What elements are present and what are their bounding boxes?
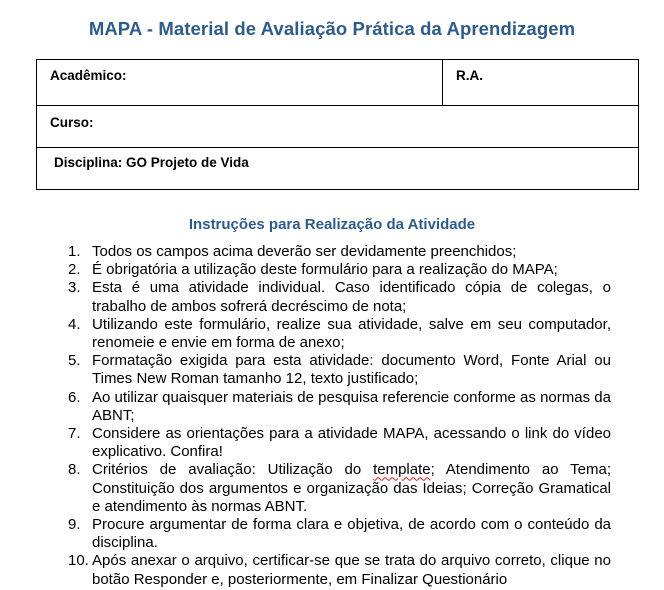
item-number: 10. — [68, 552, 89, 570]
item-text: Após anexar o arquivo, certificar-se que se trata do arquivo correto, clique no botão Responder e, posteriormente, em Finalizar Questionário — [92, 552, 611, 588]
item-text: Utilizando este formulário, realize sua atividade, salve em seu computador, renomeie e envie em forma de anexo; — [92, 315, 611, 352]
item-text-after: ; Atendimento ao Tema; Constituição dos argumentos e organização das Ideias; Correção Gramatical e atendimento às normas ABNT. — [92, 461, 611, 515]
list-item — [60, 261, 611, 279]
disciplina-label: Disciplina: GO Projeto de Vida — [54, 155, 249, 170]
list-item — [60, 389, 611, 425]
instructions-list — [60, 243, 611, 589]
item-text-before: Critérios de avaliação: Utilização do — [92, 461, 374, 479]
student-info-table — [36, 59, 639, 190]
ra-label: R.A. — [456, 68, 483, 83]
list-item — [60, 279, 611, 315]
academico-label: Acadêmico: — [50, 68, 127, 83]
list-item — [60, 552, 611, 588]
item-number: 9. — [68, 516, 81, 534]
item-text: Formatação exigida para esta atividade: documento Word, Fonte Arial ou Times New Roman tamanho 12, texto justificado; — [92, 352, 611, 388]
list-item — [60, 461, 611, 516]
disciplina-field[interactable] — [37, 148, 639, 190]
curso-label: Curso: — [50, 115, 94, 130]
item-text: Procure argumentar de forma clara e objetiva, de acordo com o conteúdo da disciplina. — [92, 516, 611, 552]
item-number: 5. — [68, 352, 81, 370]
item-text: Esta é uma atividade individual. Caso identificado cópia de colegas, o trabalho de ambos sofrerá decréscimo de nota; — [92, 279, 611, 315]
item-number: 2. — [68, 261, 81, 279]
page-title: MAPA - Material de Avaliação Prática da Aprendizagem — [88, 18, 576, 39]
item-number: 8. — [68, 461, 81, 479]
item-number: 4. — [68, 315, 81, 333]
item-text: Considere as orientações para a atividade MAPA, acessando o link do vídeo explicativo. Confira! — [92, 425, 611, 461]
item-number: 1. — [68, 243, 81, 260]
instructions-heading: Instruções para Realização da Atividade — [188, 216, 476, 233]
item-text: É obrigatória a utilização deste formulário para a realização do MAPA; — [92, 261, 558, 279]
curso-field[interactable] — [37, 106, 639, 148]
item-text: Ao utilizar quaisquer materiais de pesquisa referencie conforme as normas da ABNT; — [92, 388, 611, 424]
list-item — [60, 243, 611, 261]
academico-field[interactable] — [37, 60, 443, 106]
item-number: 3. — [68, 279, 81, 297]
list-item — [60, 425, 611, 461]
list-item — [60, 352, 611, 388]
item-text: Todos os campos acima deverão ser devidamente preenchidos; — [92, 243, 517, 260]
list-item — [60, 516, 611, 552]
item-number: 7. — [68, 425, 81, 443]
spellcheck-marked-word: template — [373, 461, 431, 479]
item-number: 6. — [68, 388, 81, 406]
list-item — [60, 316, 611, 352]
ra-field[interactable] — [443, 60, 639, 106]
